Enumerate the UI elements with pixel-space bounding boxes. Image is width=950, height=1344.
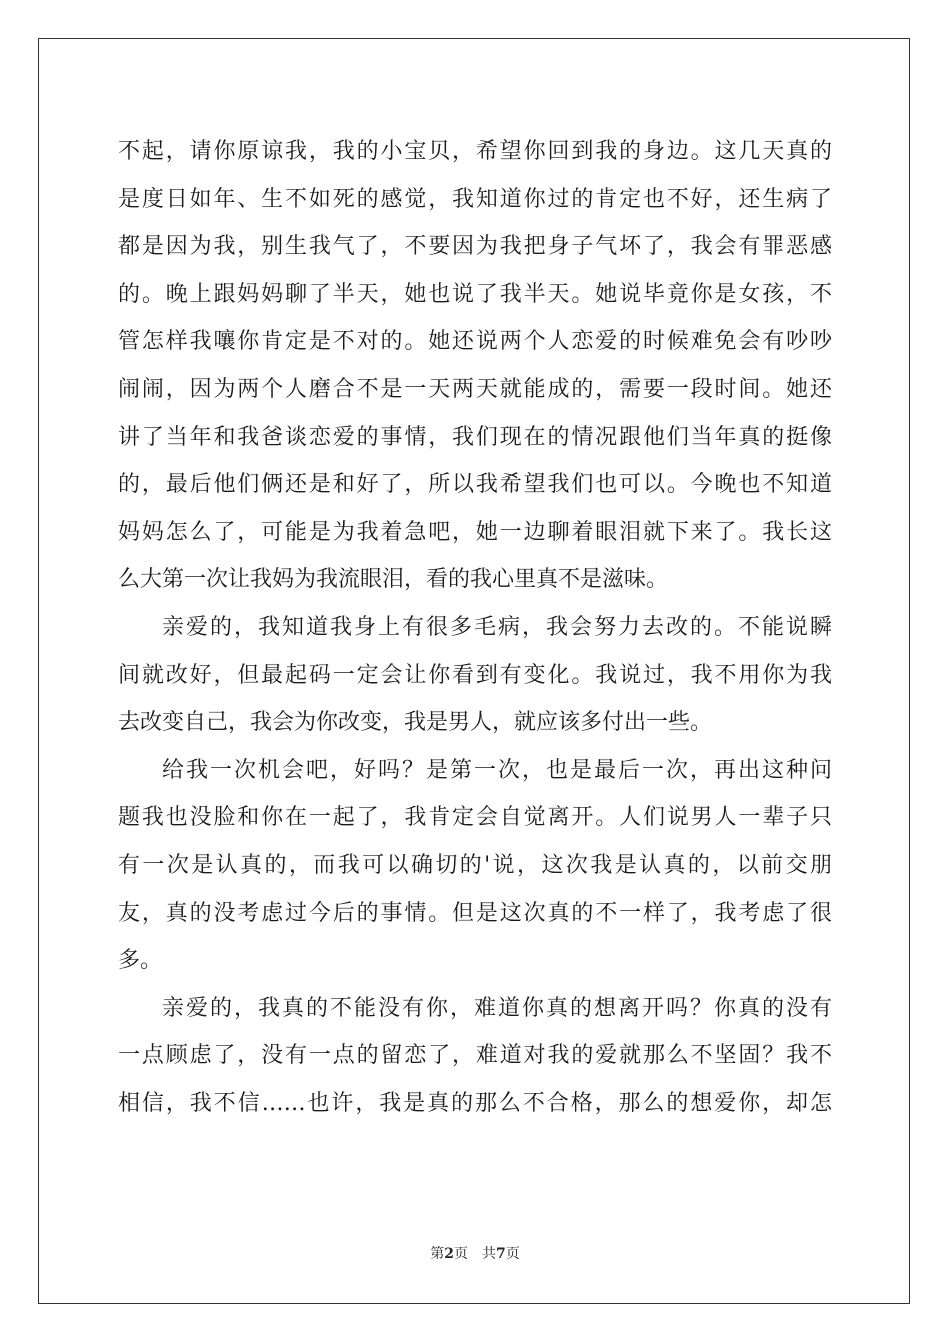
text-line: 么大第一次让我妈为我流眼泪，看的我心里真不是滋味。 <box>118 567 669 593</box>
footer-page-suffix: 页 <box>454 1246 468 1262</box>
text-line: 妈妈怎么了，可能是为我着急吧，她一边聊着眼泪就下来了。我长这 <box>118 519 832 545</box>
paragraph <box>118 128 832 604</box>
text-line: 间就改好，但最起码一定会让你看到有变化。我说过，我不用你为我 <box>118 662 832 688</box>
text-line: 是度日如年、生不如死的感觉，我知道你过的肯定也不好，还生病了 <box>118 186 832 212</box>
text-line: 亲爱的，我知道我身上有很多毛病，我会努力去改的。不能说瞬 <box>162 614 832 640</box>
text-line: 一点顾虑了，没有一点的留恋了，难道对我的爱就那么不坚固？我不 <box>118 1043 832 1069</box>
text-line: 的，最后他们俩还是和好了，所以我希望我们也可以。今晚也不知道 <box>118 472 832 498</box>
paragraph <box>118 604 832 747</box>
text-line: 有一次是认真的，而我可以确切的'说，这次我是认真的，以前交朋 <box>118 852 832 878</box>
text-line: 闹闹，因为两个人磨合不是一天两天就能成的，需要一段时间。她还 <box>118 376 832 402</box>
text-line: 题我也没脸和你在一起了，我肯定会自觉离开。人们说男人一辈子只 <box>118 805 832 831</box>
footer-page-number: 2 <box>444 1246 454 1262</box>
text-line: 给我一次机会吧，好吗？是第一次，也是最后一次，再出这种问 <box>162 757 832 783</box>
footer-total-prefix: 共 <box>482 1246 496 1262</box>
text-line: 都是因为我，别生我气了，不要因为我把身子气坏了，我会有罪恶感 <box>118 234 832 260</box>
footer-total-pages: 7 <box>496 1246 506 1262</box>
footer-total-suffix: 页 <box>505 1246 520 1262</box>
document-body <box>118 128 832 1127</box>
text-line: 去改变自己，我会为你改变，我是男人，就应该多付出一些。 <box>118 710 713 736</box>
text-line: 多。 <box>118 948 163 974</box>
text-line: 管怎样我嚷你肯定是不对的。她还说两个人恋爱的时候难免会有吵吵 <box>118 329 832 355</box>
footer-page-prefix: 第 <box>430 1246 445 1262</box>
text-line: 友，真的没考虑过今后的事情。但是这次真的不一样了，我考虑了很 <box>118 900 832 926</box>
text-line: 相信，我不信……也许，我是真的那么不合格，那么的想爱你，却怎 <box>118 1090 832 1116</box>
paragraph <box>118 747 832 985</box>
text-line: 的。晚上跟妈妈聊了半天，她也说了我半天。她说毕竟你是女孩，不 <box>118 281 832 307</box>
page-footer <box>0 1243 950 1263</box>
paragraph <box>118 985 832 1128</box>
text-line: 讲了当年和我爸谈恋爱的事情，我们现在的情况跟他们当年真的挺像 <box>118 424 832 450</box>
text-line: 不起，请你原谅我，我的小宝贝，希望你回到我的身边。这几天真的 <box>118 139 832 164</box>
text-line: 亲爱的，我真的不能没有你，难道你真的想离开吗？你真的没有 <box>162 995 832 1021</box>
